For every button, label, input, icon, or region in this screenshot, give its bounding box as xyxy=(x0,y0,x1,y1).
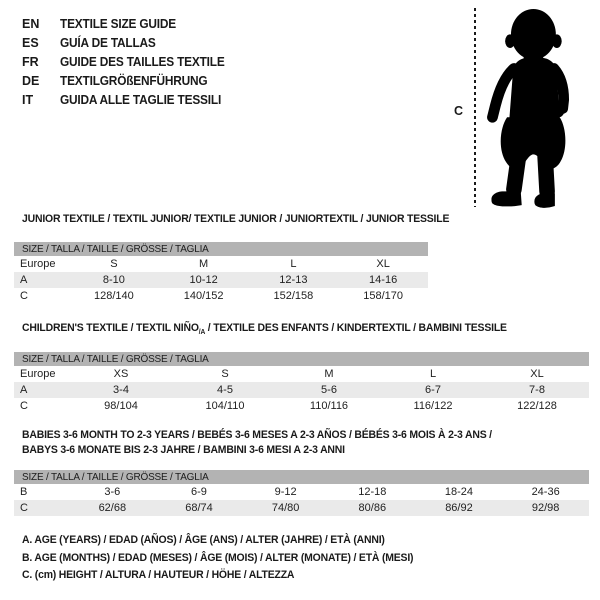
height-cell: 104/110 xyxy=(205,400,245,412)
row-label: Europe xyxy=(20,368,56,380)
height-cell: 128/140 xyxy=(93,290,134,302)
height-cell: 74/80 xyxy=(242,500,329,516)
babies-title-line1: BABIES 3-6 MONTH TO 2-3 YEARS / BEBÉS 3-6 MESES A 2-3 AÑOS / BÉBÉS 3-6 MOIS À 2-3 ANS / xyxy=(22,429,492,441)
note-text: B. AGE (MONTHS) / EDAD (MESES) / ÂGE (MOIS) / ALTER (MONATE) / ETÀ (MESI) xyxy=(22,551,414,564)
height-cell: 152/158 xyxy=(273,290,314,302)
row-label: A xyxy=(14,382,69,398)
height-cell: 116/122 xyxy=(413,400,453,412)
note-text: C. (cm) HEIGHT / ALTURA / HAUTEUR / HÖHE / ALTEZZA xyxy=(22,569,295,581)
age-cell: 3-6 xyxy=(104,486,121,498)
height-figure xyxy=(448,8,588,210)
babies-section-title xyxy=(22,429,517,459)
size-cell: L xyxy=(290,258,297,270)
language-label: GUIDE DES TAILLES TEXTILE xyxy=(60,54,225,69)
height-cell: 86/92 xyxy=(416,500,503,516)
table-row-height xyxy=(14,288,428,304)
age-cell: 8-10 xyxy=(69,272,159,288)
height-cell: 92/98 xyxy=(502,500,589,516)
children-title-part1: CHILDREN'S TEXTILE / TEXTIL NIÑO xyxy=(22,322,199,334)
age-cell: 5-6 xyxy=(277,382,381,398)
language-row-de xyxy=(22,71,233,90)
table-row-age xyxy=(14,382,589,398)
row-label: C xyxy=(14,500,69,516)
language-label: TEXTILGRÖßENFÜHRUNG xyxy=(60,73,208,88)
size-cell: XL xyxy=(376,258,390,270)
size-cell: XL xyxy=(530,368,544,380)
size-header-text: SIZE / TALLA / TAILLE / GRÖSSE / TAGLIA xyxy=(22,353,209,365)
age-cell: 4-5 xyxy=(173,382,277,398)
children-section-title xyxy=(22,322,532,336)
row-label: C xyxy=(20,290,28,302)
babies-title-line2: BABYS 3-6 MONATE BIS 2-3 JAHRE / BAMBINI 3-6 MESI A 2-3 ANNI xyxy=(22,444,345,456)
babies-size-section xyxy=(14,470,589,516)
height-cell: 68/74 xyxy=(156,500,243,516)
age-cell: 7-8 xyxy=(485,382,589,398)
table-row-height xyxy=(14,500,589,516)
size-cell: S xyxy=(110,258,118,270)
age-cell: 6-9 xyxy=(191,486,207,498)
language-label: GUIDA ALLE TAGLIE TESSILI xyxy=(60,92,222,107)
height-measure-label: C xyxy=(454,104,464,118)
row-label: Europe xyxy=(20,258,56,270)
age-cell: 24-36 xyxy=(531,486,560,498)
size-cell: M xyxy=(324,368,334,380)
size-header-text: SIZE / TALLA / TAILLE / GRÖSSE / TAGLIA xyxy=(22,243,209,255)
language-code: ES xyxy=(22,35,39,50)
note-height-cm xyxy=(22,569,434,587)
age-cell: 6-7 xyxy=(381,382,485,398)
children-size-section xyxy=(14,352,589,414)
babies-size-table xyxy=(14,484,589,516)
height-cell: 140/152 xyxy=(183,290,224,302)
language-list xyxy=(22,14,233,109)
table-row-region xyxy=(14,256,428,272)
height-cell: 110/116 xyxy=(309,400,349,412)
junior-size-header-bar xyxy=(14,242,428,256)
size-cell: XS xyxy=(113,368,129,380)
note-age-years xyxy=(22,534,434,552)
children-size-table xyxy=(14,366,589,414)
age-cell: 12-18 xyxy=(358,486,387,498)
language-code: FR xyxy=(22,54,39,69)
row-label: A xyxy=(14,272,69,288)
language-label: TEXTILE SIZE GUIDE xyxy=(60,16,177,31)
age-cell: 10-12 xyxy=(159,272,249,288)
note-age-months xyxy=(22,552,434,570)
junior-section-title xyxy=(22,213,472,225)
note-text: A. AGE (YEARS) / EDAD (AÑOS) / ÂGE (ANS) / ALTER (JAHRE) / ETÀ (ANNI) xyxy=(22,534,385,546)
language-code: EN xyxy=(22,16,40,31)
row-label: B xyxy=(20,486,28,498)
children-title-subscript: /A xyxy=(198,329,206,337)
age-cell: 3-4 xyxy=(69,382,173,398)
table-row-age-months xyxy=(14,484,589,500)
language-code: DE xyxy=(22,73,40,88)
baby-silhouette-icon xyxy=(482,8,578,208)
table-row-age xyxy=(14,272,428,288)
size-cell: S xyxy=(221,368,229,380)
language-row-fr xyxy=(22,52,233,71)
language-row-es xyxy=(22,33,233,52)
language-label: GUÍA DE TALLAS xyxy=(60,35,156,50)
children-title-part2: / TEXTILE DES ENFANTS / KINDERTEXTIL / BAMBINI TESSILE xyxy=(205,322,507,334)
junior-title-text: JUNIOR TEXTILE / TEXTIL JUNIOR/ TEXTILE JUNIOR / JUNIORTEXTIL / JUNIOR TESSILE xyxy=(22,213,450,225)
age-cell: 18-24 xyxy=(444,486,474,498)
table-row-region xyxy=(14,366,589,382)
age-cell: 14-16 xyxy=(338,272,428,288)
babies-size-header-bar xyxy=(14,470,589,484)
height-cell: 98/104 xyxy=(104,400,138,412)
legend-notes xyxy=(22,534,434,587)
height-dotted-line xyxy=(474,8,476,207)
table-row-height xyxy=(14,398,589,414)
language-row-en xyxy=(22,14,233,33)
children-size-header-bar xyxy=(14,352,589,366)
children-title-text xyxy=(22,322,507,336)
height-cell: 62/68 xyxy=(69,500,156,516)
height-cell: 158/170 xyxy=(363,290,403,302)
height-cell: 122/128 xyxy=(517,400,557,412)
size-cell: L xyxy=(429,368,437,380)
junior-size-table xyxy=(14,256,428,304)
junior-size-section xyxy=(14,242,428,304)
age-cell: 12-13 xyxy=(249,272,339,288)
size-header-text: SIZE / TALLA / TAILLE / GRÖSSE / TAGLIA xyxy=(22,471,209,483)
height-cell: 80/86 xyxy=(329,500,416,516)
age-cell: 9-12 xyxy=(274,486,297,498)
language-code: IT xyxy=(22,92,34,107)
row-label: C xyxy=(20,400,28,412)
language-row-it xyxy=(22,90,233,109)
size-cell: M xyxy=(199,258,209,270)
